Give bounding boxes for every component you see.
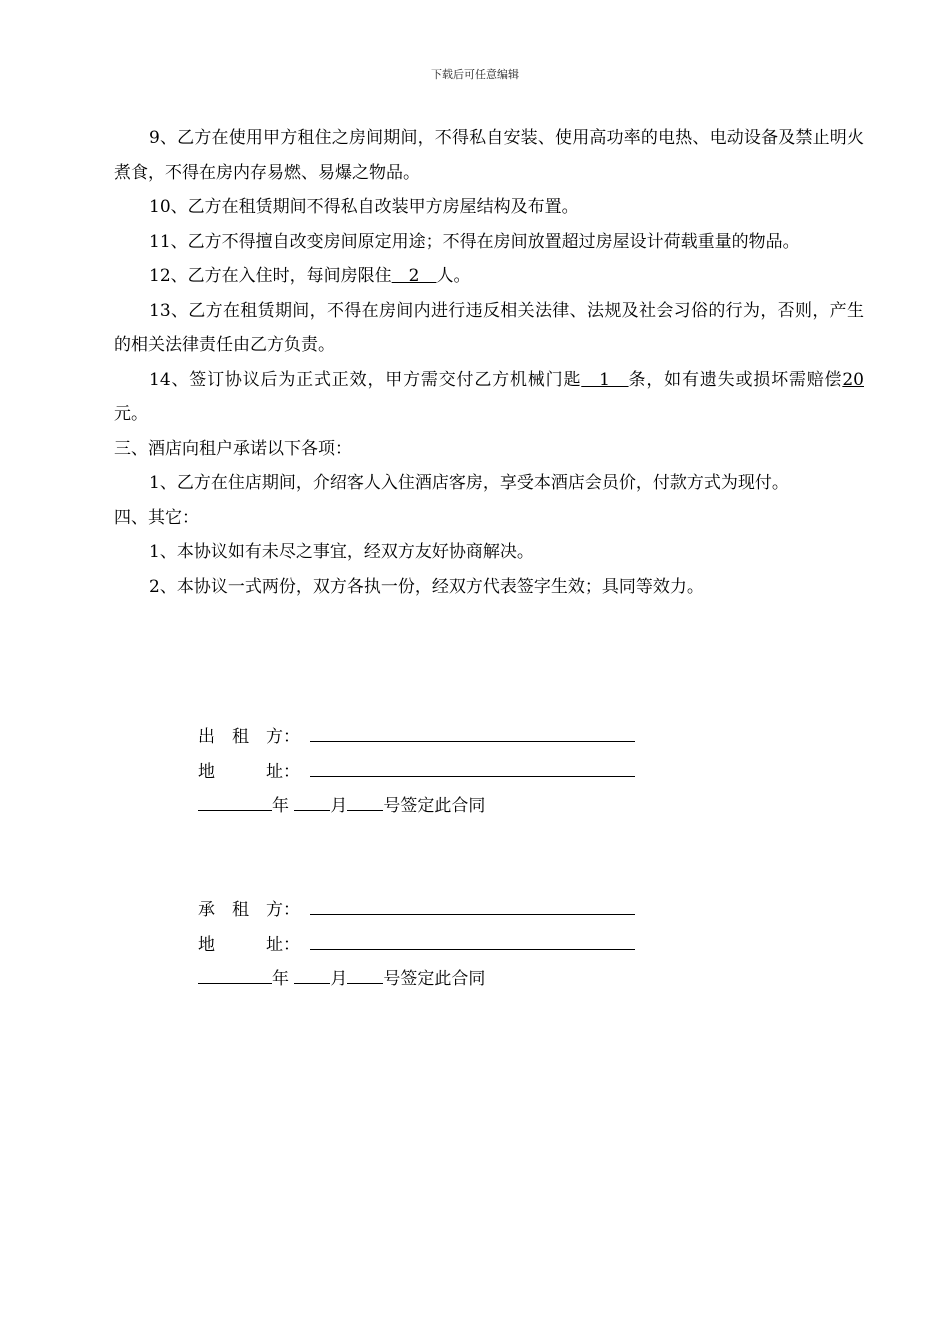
- contract-body: [114, 121, 864, 604]
- section-4-item-2: 2、本协议一式两份，双方各执一份，经双方代表签字生效；具同等效力。: [149, 576, 704, 597]
- lessor-label: 出 租 方：: [198, 727, 300, 747]
- clause-9: 9、乙方在使用甲方租住之房间期间，不得私自安装、使用高功率的电热、电动设备及禁止明火煮食，不得在房内存易燃、易爆之物品。: [114, 128, 864, 183]
- section-4-heading: 四、其它：: [114, 507, 199, 528]
- lessee-address-field[interactable]: [310, 929, 635, 950]
- lessee-address-label: 地 址：: [198, 934, 300, 955]
- clause-12-suffix: 人。: [436, 266, 471, 286]
- lessor-address-label: 地 址：: [198, 761, 300, 782]
- lessee-year-label: 年: [272, 969, 289, 989]
- lessee-date-row: [198, 962, 635, 997]
- section-3-item-1: 1、乙方在住店期间，介绍客人入住酒店客房，享受本酒店会员价，付款方式为现付。: [149, 473, 789, 493]
- lessee-year-field[interactable]: [198, 963, 272, 984]
- clause-11: 11、乙方不得擅自改变房间原定用途；不得在房间放置超过房屋设计荷载重量的物品。: [149, 231, 800, 252]
- lessor-date-text: 号签定此合同: [383, 796, 486, 816]
- lessee-date-text: 号签定此合同: [383, 969, 486, 989]
- lessor-year-field[interactable]: [198, 790, 272, 811]
- clause-14-suffix: 元。: [114, 404, 148, 424]
- lessee-day-field[interactable]: [347, 963, 383, 984]
- lessor-address-row: [198, 755, 635, 790]
- page-header: 下载后可任意编辑: [431, 68, 519, 81]
- lessor-date-row: [198, 789, 635, 824]
- lessee-name-field[interactable]: [310, 894, 635, 915]
- lessor-signature-block: [198, 720, 635, 824]
- lessor-year-label: 年: [272, 796, 289, 816]
- key-count-value: 1: [581, 369, 629, 390]
- occupancy-limit-value: 2: [391, 266, 437, 286]
- compensation-amount: 20: [842, 369, 864, 390]
- section-3-heading: 三、酒店向租户承诺以下各项：: [114, 438, 352, 459]
- lessor-month-label: 月: [330, 796, 348, 816]
- lessor-day-field[interactable]: [347, 790, 383, 811]
- clause-14-text: 14、签订协议后为正式正效，甲方需交付乙方机械门匙: [149, 369, 582, 390]
- lessee-address-row: [198, 928, 635, 963]
- clause-10: 10、乙方在租赁期间不得私自改装甲方房屋结构及布置。: [149, 197, 579, 217]
- lessor-name-field[interactable]: [310, 721, 635, 742]
- lessor-month-field[interactable]: [294, 790, 330, 811]
- clause-12-text: 12、乙方在入住时，每间房限住: [149, 266, 392, 286]
- lessee-name-row: [198, 893, 635, 928]
- lessee-label: 承 租 方：: [198, 900, 300, 920]
- clause-14-middle: 条，如有遗失或损坏需赔偿: [628, 369, 843, 390]
- clause-13: 13、乙方在租赁期间，不得在房间内进行违反相关法律、法规及社会习俗的行为，否则，产生的相关法律责任由乙方负责。: [114, 300, 864, 355]
- section-4-item-1: 1、本协议如有未尽之事宜，经双方友好协商解决。: [149, 542, 534, 562]
- lessee-month-label: 月: [330, 969, 348, 989]
- lessee-signature-block: [198, 893, 635, 997]
- lessor-address-field[interactable]: [310, 756, 635, 777]
- clause-12: [114, 259, 864, 294]
- lessee-month-field[interactable]: [294, 963, 330, 984]
- clause-14: [114, 363, 864, 432]
- lessor-name-row: [198, 720, 635, 755]
